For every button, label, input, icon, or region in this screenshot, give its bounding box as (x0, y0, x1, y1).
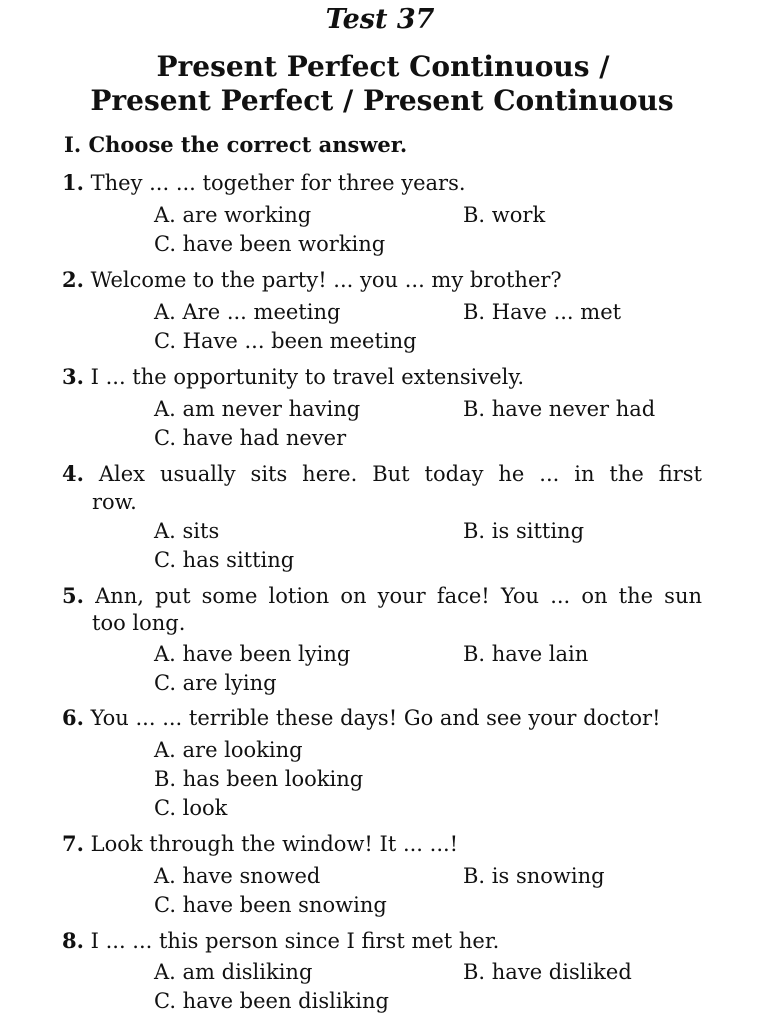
question-text: You ... ... terrible these days! Go and see your doctor! (90, 706, 661, 730)
question-text-continued: too long. (92, 611, 186, 635)
question-number: 7. (62, 831, 84, 856)
question-text-continued: row. (92, 490, 137, 514)
question-5 (62, 581, 702, 611)
section-heading: I. Choose the correct answer. (64, 132, 408, 157)
question-number: 5. (62, 583, 84, 608)
option-a: A. have been lying (154, 642, 351, 666)
question-7 (62, 829, 702, 859)
option-a: A. sits (154, 519, 220, 543)
test-title: Test 37 (325, 4, 435, 35)
question-8 (62, 926, 702, 956)
option-a: A. have snowed (154, 864, 321, 888)
question-1 (62, 168, 702, 198)
option-c: C. have been snowing (154, 893, 387, 917)
question-text: Look through the window! It ... ...! (90, 832, 459, 856)
question-3 (62, 362, 702, 392)
option-a: A. Are ... meeting (154, 300, 341, 324)
question-number: 8. (62, 928, 84, 953)
option-b: B. has been looking (154, 767, 364, 791)
question-number: 6. (62, 705, 84, 730)
option-c: C. have been disliking (154, 989, 389, 1013)
option-c: C. are lying (154, 671, 277, 695)
option-a: A. am disliking (154, 960, 313, 984)
option-b: B. is snowing (463, 864, 605, 888)
option-c: C. look (154, 796, 228, 820)
option-c: C. have been working (154, 232, 386, 256)
option-c: C. has sitting (154, 548, 295, 572)
option-a: A. am never having (154, 397, 361, 421)
question-text: Ann, put some lotion on your face! You ... on the sun (95, 584, 702, 608)
question-number: 3. (62, 364, 84, 389)
option-c: C. have had never (154, 426, 347, 450)
topic-title-line-2: Present Perfect / Present Continuous (90, 84, 674, 117)
topic-title-line-1: Present Perfect Continuous / (156, 50, 610, 83)
question-text: I ... ... this person since I first met her. (90, 929, 500, 953)
option-b: B. have disliked (463, 960, 632, 984)
question-text: Alex usually sits here. But today he ... in the first (98, 462, 702, 486)
option-b: B. Have ... met (463, 300, 622, 324)
question-text: Welcome to the party! ... you ... my brother? (90, 268, 562, 292)
option-a: A. are working (154, 203, 312, 227)
question-number: 1. (62, 170, 84, 195)
option-b: B. work (463, 203, 546, 227)
question-number: 2. (62, 267, 84, 292)
option-b: B. have lain (463, 642, 589, 666)
question-text: They ... ... together for three years. (90, 171, 466, 195)
option-a: A. are looking (154, 738, 303, 762)
option-b: B. is sitting (463, 519, 585, 543)
question-number: 4. (62, 461, 84, 486)
question-4 (62, 459, 702, 489)
question-6 (62, 703, 702, 733)
option-b: B. have never had (463, 397, 656, 421)
question-text: I ... the opportunity to travel extensively. (90, 365, 525, 389)
question-2 (62, 265, 702, 295)
option-c: C. Have ... been meeting (154, 329, 417, 353)
